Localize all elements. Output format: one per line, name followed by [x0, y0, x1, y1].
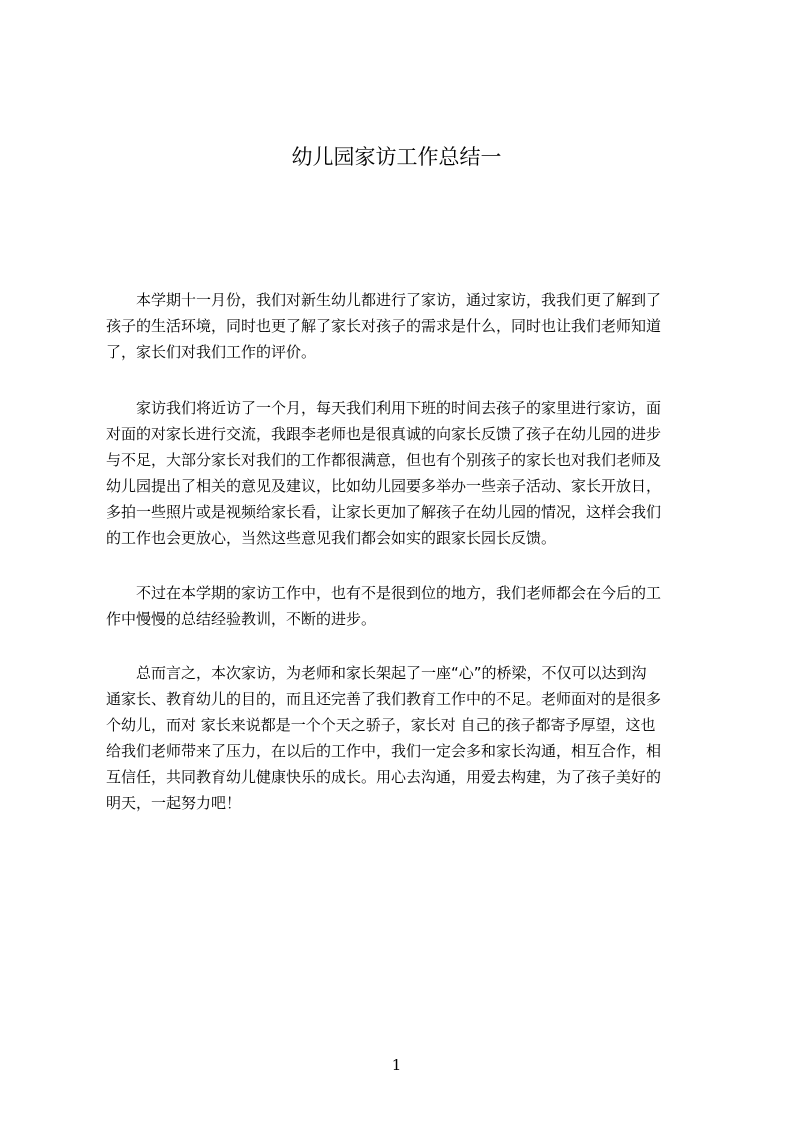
paragraph-line: 本学期十一月份，我们对新生幼儿都进行了家访，通过家访，我我们更了解到了	[106, 291, 662, 309]
paragraph-4	[106, 660, 700, 816]
paragraph-line: 多拍一些照片或是视频给家长看，让家长更加了解孩子在幼儿园的情况，这样会我们	[106, 503, 662, 521]
paragraph-line: 与不足，大部分家长对我们的工作都很满意，但也有个别孩子的家长也对我们老师及	[106, 451, 662, 469]
paragraph-line: 幼儿园提出了相关的意见及建议，比如幼儿园要多举办一些亲子活动、家长开放日，	[106, 477, 662, 495]
paragraph-line: 明天，一起努力吧！	[106, 794, 242, 812]
paragraph-line: 孩子的生活环境，同时也更了解了家长对孩子的需求是什么，同时也让我们老师知道	[106, 317, 662, 335]
paragraph-line: 了，家长们对我们工作的评价。	[106, 343, 317, 361]
paragraph-line: 对面的对家长进行交流，我跟李老师也是很真诚的向家长反馈了孩子在幼儿园的进步	[106, 425, 662, 443]
paragraph-line: 给我们老师带来了压力，在以后的工作中，我们一定会多和家长沟通，相互合作，相	[106, 742, 662, 760]
page-number: 1	[391, 1056, 402, 1074]
paragraph-2	[106, 395, 700, 551]
paragraph-line: 不过在本学期的家访工作中，也有不是很到位的地方，我们老师都会在今后的工	[106, 584, 662, 602]
paragraph-line: 家访我们将近访了一个月，每天我们利用下班的时间去孩子的家里进行家访，面	[106, 399, 662, 417]
paragraph-1	[106, 287, 700, 365]
paragraph-3	[106, 580, 700, 632]
paragraph-line: 个幼儿，而对 家长来说都是一个个天之骄子，家长对 自己的孩子都寄予厚望，这也	[106, 716, 656, 734]
paragraph-line: 总而言之，本次家访，为老师和家长架起了一座“心”的桥梁，不仅可以达到沟	[106, 664, 647, 682]
paragraph-line: 作中慢慢的总结经验教训，不断的进步。	[106, 610, 377, 628]
paragraph-line: 互信任，共同教育幼儿健康快乐的成长。用心去沟通，用爱去构建，为了孩子美好的	[106, 768, 662, 786]
paragraph-line: 的工作也会更放心，当然这些意见我们都会如实的跟家长园长反馈。	[106, 529, 557, 547]
paragraph-line: 通家长、教育幼儿的目的，而且还完善了我们教育工作中的不足。老师面对的是很多	[106, 690, 662, 708]
document-title: 幼儿园家访工作总结一	[291, 145, 502, 169]
